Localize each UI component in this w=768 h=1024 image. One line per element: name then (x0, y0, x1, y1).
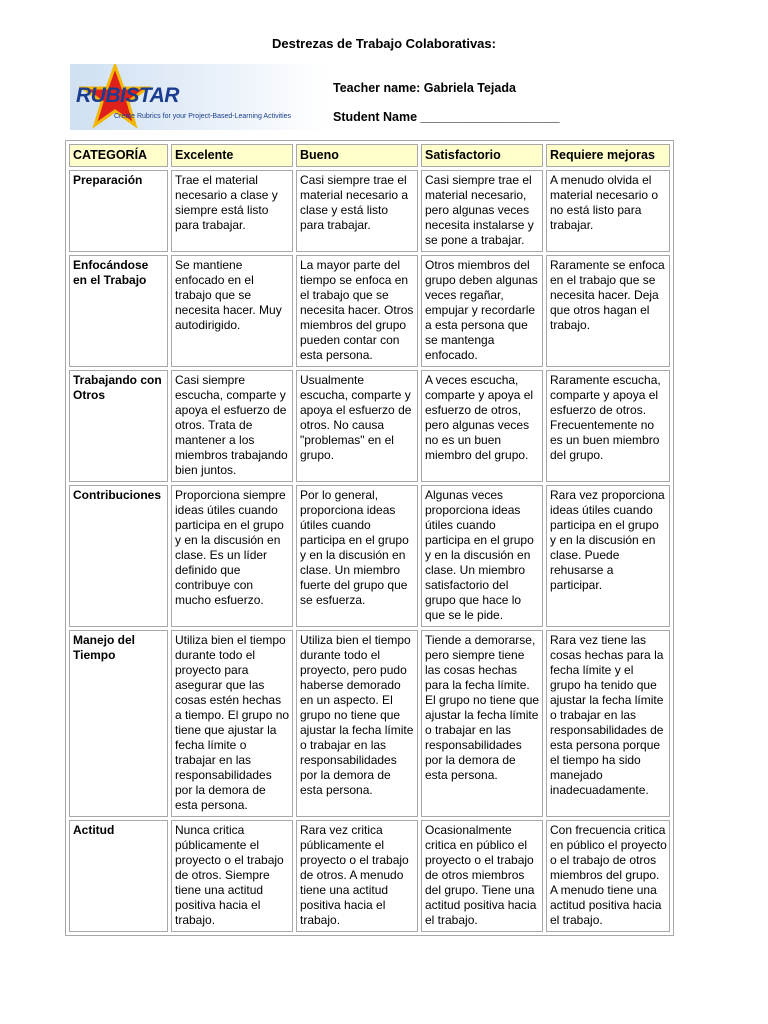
table-cell: Con frecuencia critica en público el proyecto o el trabajo de otros miembros del grupo. A menudo tiene una actitud positiva hacia el trabajo. (546, 820, 670, 932)
document-title: Destrezas de Trabajo Colaborativas: (272, 36, 496, 51)
table-cell: Ocasionalmente critica en público el proyecto o el trabajo de otros miembros del grupo. Tiene una actitud positiva hacia el trabajo. (421, 820, 543, 932)
table-cell: Proporciona siempre ideas útiles cuando participa en el grupo y en la discusión en clase. Es un líder definido que contribuye con mucho esfuerzo. (171, 485, 293, 627)
table-cell: Raramente se enfoca en el trabajo que se necesita hacer. Deja que otros hagan el trabajo. (546, 255, 670, 367)
table-cell: Trae el material necesario a clase y siempre está listo para trabajar. (171, 170, 293, 252)
table-cell: A menudo olvida el material necesario o no está listo para trabajar. (546, 170, 670, 252)
rubistar-logo (70, 64, 328, 130)
table-cell: Se mantiene enfocado en el trabajo que se necesita hacer. Muy autodirigido. (171, 255, 293, 367)
table-cell: Casi siempre trae el material necesario, pero algunas veces necesita instalarse y se pone a trabajar. (421, 170, 543, 252)
table-cell: Rara vez tiene las cosas hechas para la fecha límite y el grupo ha tenido que ajustar la fecha límite o trabajar en las responsabilidades de esta persona porque el tiempo ha sido manejado inadecuadamente. (546, 630, 670, 817)
table-row (69, 820, 670, 932)
table-cell: Por lo general, proporciona ideas útiles cuando participa en el grupo y en la discusión en clase. Un miembro fuerte del grupo que se esfuerza. (296, 485, 418, 627)
table-row (69, 485, 670, 627)
table-row (69, 255, 670, 367)
table-cell: La mayor parte del tiempo se enfoca en el trabajo que se necesita hacer. Otros miembros del grupo pueden contar con esta persona. (296, 255, 418, 367)
table-cell: Utiliza bien el tiempo durante todo el proyecto para asegurar que las cosas estén hechas a tiempo. El grupo no tiene que ajustar la fecha límite o trabajar en las responsabilidades por la demora de esta persona. (171, 630, 293, 817)
table-cell: Otros miembros del grupo deben algunas veces regañar, empujar y recordarle a esta persona que se mantenga enfocado. (421, 255, 543, 367)
header-cell: Excelente (171, 144, 293, 167)
table-cell: Algunas veces proporciona ideas útiles cuando participa en el grupo y en la discusión en clase. Un miembro satisfactorio del grupo que hace lo que se le pide. (421, 485, 543, 627)
header-cell: CATEGORÍA (69, 144, 168, 167)
table-cell: Raramente escucha, comparte y apoya el esfuerzo de otros. Frecuentemente no es un buen miembro del grupo. (546, 370, 670, 482)
header-row (69, 144, 670, 167)
category-cell: Manejo del Tiempo (69, 630, 168, 817)
category-cell: Contribuciones (69, 485, 168, 627)
rubric-table (65, 140, 674, 936)
table-cell: Rara vez proporciona ideas útiles cuando participa en el grupo y en la discusión en clase. Puede rehusarse a participar. (546, 485, 670, 627)
table-row (69, 370, 670, 482)
table-cell: A veces escucha, comparte y apoya el esfuerzo de otros, pero algunas veces no es un buen miembro del grupo. (421, 370, 543, 482)
table-row (69, 630, 670, 817)
header-cell: Satisfactorio (421, 144, 543, 167)
header-cell: Bueno (296, 144, 418, 167)
table-cell: Casi siempre escucha, comparte y apoya el esfuerzo de otros. Trata de mantener a los miembros trabajando bien juntos. (171, 370, 293, 482)
table-cell: Utiliza bien el tiempo durante todo el proyecto, pero pudo haberse demorado en un aspecto. El grupo no tiene que ajustar la fecha límite o trabajar en las responsabilidades por la demora de esta persona. (296, 630, 418, 817)
teacher-name: Teacher name: Gabriela Tejada (333, 81, 516, 95)
table-cell: Rara vez critica públicamente el proyecto o el trabajo de otros. A menudo tiene una actitud positiva hacia el trabajo. (296, 820, 418, 932)
category-cell: Trabajando con Otros (69, 370, 168, 482)
logo-wordmark: RUBISTAR (76, 84, 179, 107)
category-cell: Actitud (69, 820, 168, 932)
category-cell: Enfocándose en el Trabajo (69, 255, 168, 367)
student-name: Student Name ____________________ (333, 110, 560, 124)
table-cell: Usualmente escucha, comparte y apoya el esfuerzo de otros. No causa "problemas" en el grupo. (296, 370, 418, 482)
category-cell: Preparación (69, 170, 168, 252)
table-row (69, 170, 670, 252)
table-cell: Casi siempre trae el material necesario a clase y está listo para trabajar. (296, 170, 418, 252)
table-cell: Nunca critica públicamente el proyecto o el trabajo de otros. Siempre tiene una actitud positiva hacia el trabajo. (171, 820, 293, 932)
logo-tagline: Create Rubrics for your Project-Based-Learning Activities (114, 113, 292, 120)
header-cell: Requiere mejoras (546, 144, 670, 167)
table-cell: Tiende a demorarse, pero siempre tiene las cosas hechas para la fecha límite. El grupo no tiene que ajustar la fecha límite o trabajar en las responsabilidades por la demora de esta persona. (421, 630, 543, 817)
